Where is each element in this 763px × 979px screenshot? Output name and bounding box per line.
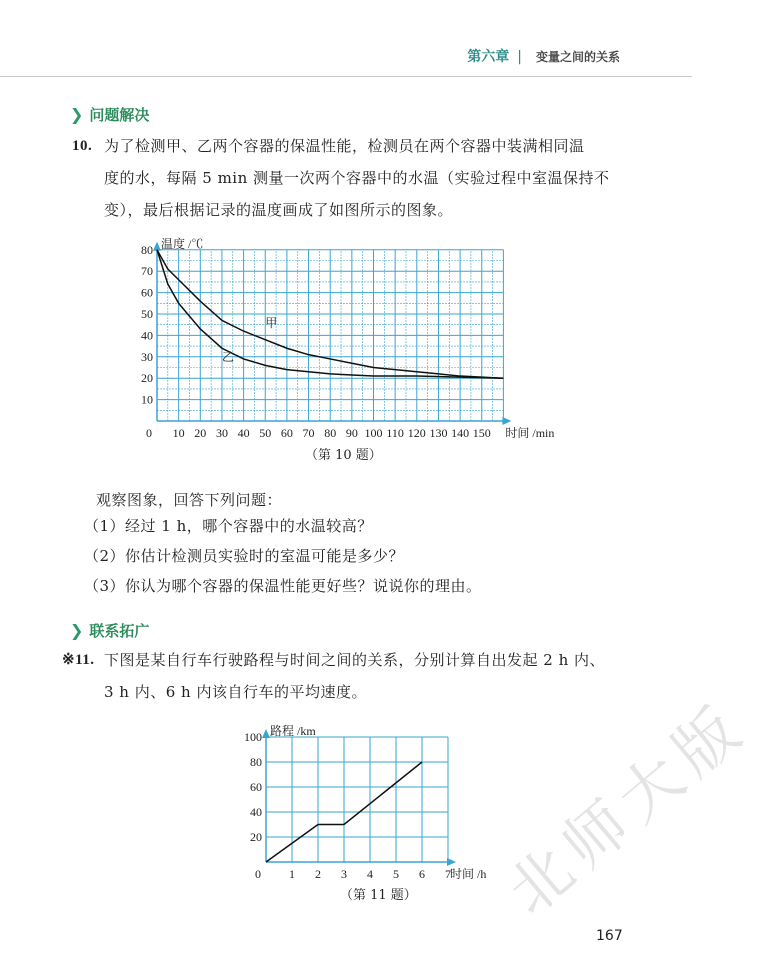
x-axis-label: 时间 /min [505, 426, 555, 440]
x-tick-label: 110 [386, 426, 404, 440]
x-tick-label: 70 [302, 426, 315, 440]
x-axis-arrow-icon [447, 858, 456, 866]
x-axis-label: 时间 /h [450, 867, 487, 881]
watermark: 北师大版 [493, 687, 761, 929]
header-separator: | [517, 49, 522, 65]
x-tick-label: 6 [419, 867, 425, 881]
section-heading-extension [70, 620, 149, 641]
x-tick-label: 150 [472, 426, 491, 440]
chapter-title: 变量之间的关系 [535, 50, 620, 64]
x-tick-label: 5 [393, 867, 399, 881]
x-tick-label: 80 [324, 426, 337, 440]
text-line: 3 h 内、6 h 内该自行车的平均速度。 [104, 683, 367, 701]
y-axis-label: 路程 /km [270, 724, 316, 738]
y-axis-arrow-icon [262, 729, 270, 738]
y-tick-label: 100 [244, 730, 262, 744]
x-axis-arrow-icon [502, 417, 511, 425]
chevron-right-icon: ❯ [70, 621, 84, 640]
question-number: ※11. [62, 652, 95, 668]
y-tick-label: 40 [141, 328, 153, 343]
y-axis-arrow-icon [153, 242, 161, 251]
x-tick-label: 60 [280, 426, 293, 440]
x-tick-label: 40 [237, 426, 250, 440]
question-11 [62, 644, 664, 708]
figure-caption: （第 11 题） [340, 888, 417, 903]
text-line: 下图是某自行车行驶路程与时间之间的关系，分别计算自出发起 2 h 内、 [104, 651, 606, 669]
x-tick-label: 2 [315, 867, 321, 881]
sub-question: （3）你认为哪个容器的保温性能更好些？说说你的理由。 [84, 577, 482, 595]
sub-question: （1）经过 1 h，哪个容器中的水温较高？ [84, 517, 373, 535]
x-tick-label: 140 [451, 426, 470, 440]
x-tick-label: 20 [194, 426, 207, 440]
x-tick-label: 3 [341, 867, 347, 881]
x-tick-label: 100 [364, 426, 383, 440]
x-tick-label: 130 [429, 426, 448, 440]
x-tick-label: 0 [255, 867, 261, 881]
y-tick-label: 40 [250, 805, 262, 819]
x-tick-label: 90 [345, 426, 358, 440]
question-prompt: 观察图象，回答下列问题： [96, 491, 283, 509]
x-tick-label: 1 [289, 867, 295, 881]
series-label: 乙 [221, 350, 234, 365]
x-tick-label: 30 [215, 426, 228, 440]
y-tick-label: 70 [141, 264, 153, 279]
section-title: 联系拓广 [89, 622, 150, 640]
section-title: 问题解决 [89, 106, 150, 124]
x-tick-label: 0 [146, 426, 152, 440]
text-line: 变），最后根据记录的温度画成了如图所示的图象。 [104, 201, 454, 219]
y-tick-label: 80 [141, 242, 153, 257]
text-line: 为了检测甲、乙两个容器的保温性能，检测员在两个容器中装满相同温 [104, 137, 585, 155]
x-tick-label: 120 [407, 426, 426, 440]
sub-question: （2）你估计检测员实验时的室温可能是多少？ [84, 547, 405, 565]
page-number: 167 [596, 928, 623, 944]
x-tick-label: 10 [172, 426, 185, 440]
x-tick-label: 50 [259, 426, 272, 440]
y-tick-label: 20 [250, 830, 262, 844]
y-tick-label: 60 [141, 285, 153, 300]
figure-caption: （第 10 题） [305, 448, 382, 463]
y-tick-label: 10 [141, 392, 153, 407]
chapter-label: 第六章 [467, 49, 510, 65]
x-tick-label: 4 [367, 867, 373, 881]
y-tick-label: 60 [250, 780, 262, 794]
y-tick-label: 80 [250, 755, 262, 769]
y-tick-label: 20 [141, 371, 153, 386]
text-line: 度的水，每隔 5 min 测量一次两个容器中的水温（实验过程中室温保持不 [104, 169, 610, 187]
chevron-right-icon: ❯ [70, 105, 84, 124]
y-axis-label: 温度 /℃ [161, 236, 204, 251]
series-label: 甲 [265, 315, 278, 330]
y-tick-label: 50 [141, 307, 153, 321]
y-tick-label: 30 [141, 349, 153, 364]
x-tick-label: 7 [445, 867, 451, 881]
question-number: 10. [72, 138, 93, 154]
